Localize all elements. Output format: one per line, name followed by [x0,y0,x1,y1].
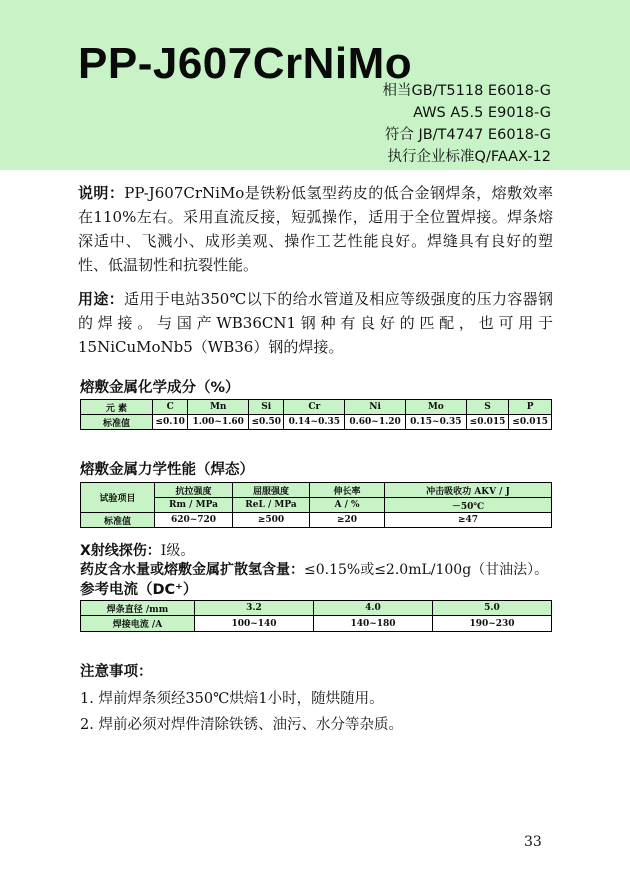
mechanical-value-row [81,513,552,528]
description-label: 说明： [78,184,125,202]
description-text: PP-J607CrNiMo是铁粉低氢型药皮的低合金钢焊条，熔敷效率在110%左右。采用直流反接，短弧操作，适用于全位置焊接。焊条熔深适中、飞溅小、成形美观、操作工艺性能良好。焊缝具有良好的塑性、低温韧性和抗裂性能。 [78,184,553,274]
table-cell: 100~140 [195,616,314,632]
table-header-cell: S [466,400,509,415]
standard-line: 相当GB/T5118 E6018-G [382,83,551,99]
diameter-row [81,601,552,616]
current-table [80,600,552,632]
standard-line: 执行企业标准Q/FAAX-12 [387,149,551,165]
current-section-title: 参考电流（DC⁺） [80,582,198,598]
xray-line [80,540,194,560]
table-header-cell: 伸长率 [310,483,385,498]
page-number: 33 [524,834,542,850]
table-header-cell: 屈服强度 [233,483,310,498]
table-cell: ≥20 [310,513,385,528]
hydrogen-value: ≤0.15%或≤2.0mL/100g（甘油法）。 [304,562,549,578]
standard-line: 符合 JB/T4747 E6018-G [384,127,551,143]
xray-label: X射线探伤： [80,543,161,559]
header-band [0,0,630,170]
chemical-section-title: 熔敷金属化学成分（%） [80,380,240,396]
table-header-cell: Ni [345,400,406,415]
table-header-cell: A / % [310,498,385,513]
table-cell: ≤0.10 [153,415,188,430]
standards-block [383,80,552,168]
note-item: 2. 焊前必须对焊件清除铁锈、油污、水分等杂质。 [80,717,403,733]
description-paragraph [78,181,553,277]
table-cell: ≤0.015 [509,415,552,430]
usage-label: 用途： [78,290,124,308]
mechanical-header-row [81,483,552,498]
table-cell: 620~720 [155,513,233,528]
mechanical-section-title: 熔敷金属力学性能（焊态） [80,462,254,478]
table-cell: ≥47 [385,513,552,528]
current-row [81,616,552,632]
table-cell: 标准值 [81,415,153,430]
chemical-table [80,399,552,430]
table-header-cell: C [153,400,188,415]
table-header-cell: P [509,400,552,415]
hydrogen-line [80,559,548,579]
table-header-cell: 试验项目 [81,483,155,513]
note-item: 1. 焊前焊条须经350℃烘焙1小时，随烘随用。 [80,691,384,707]
product-title: PP-J607CrNiMo [78,39,413,88]
table-cell: ≤0.50 [249,415,284,430]
table-header-cell: 焊接电流 /A [81,616,195,632]
table-cell: 5.0 [433,601,552,616]
usage-text: 适用于电站350℃以下的给水管道及相应等级强度的压力容器钢的焊接。与国产WB36CN1钢种有良好的匹配，也可用于15NiCuMoNb5（WB36）钢的焊接。 [78,290,553,356]
standard-line: AWS A5.5 E9018-G [413,105,551,121]
table-cell: 190~230 [433,616,552,632]
chemical-header-row [81,400,552,415]
table-header-cell: ReL / MPa [233,498,310,513]
table-header-cell: 元 素 [81,400,153,415]
table-cell: 1.00~1.60 [188,415,249,430]
table-header-cell: 焊条直径 /mm [81,601,195,616]
table-cell: ≤0.015 [466,415,509,430]
table-header-cell: Cr [284,400,345,415]
table-header-cell: Rm / MPa [155,498,233,513]
table-cell: 140~180 [314,616,433,632]
table-header-cell: 冲击吸收功 AKV / J [385,483,552,498]
table-cell: 3.2 [195,601,314,616]
mechanical-table [80,482,552,528]
table-header-cell: －50℃ [385,498,552,513]
table-cell: 4.0 [314,601,433,616]
table-cell: 0.60~1.20 [345,415,406,430]
table-cell: 标准值 [81,513,155,528]
table-cell: ≥500 [233,513,310,528]
hydrogen-label: 药皮含水量或熔敷金属扩散氢含量： [80,562,304,578]
table-cell: 0.14~0.35 [284,415,345,430]
table-cell: 0.15~0.35 [405,415,466,430]
table-header-cell: Si [249,400,284,415]
table-header-cell: Mo [405,400,466,415]
table-header-cell: Mn [188,400,249,415]
table-header-cell: 抗拉强度 [155,483,233,498]
usage-paragraph [78,287,553,359]
xray-value: Ⅰ级。 [160,543,195,559]
chemical-value-row [81,415,552,430]
notes-title: 注意事项： [80,664,153,680]
